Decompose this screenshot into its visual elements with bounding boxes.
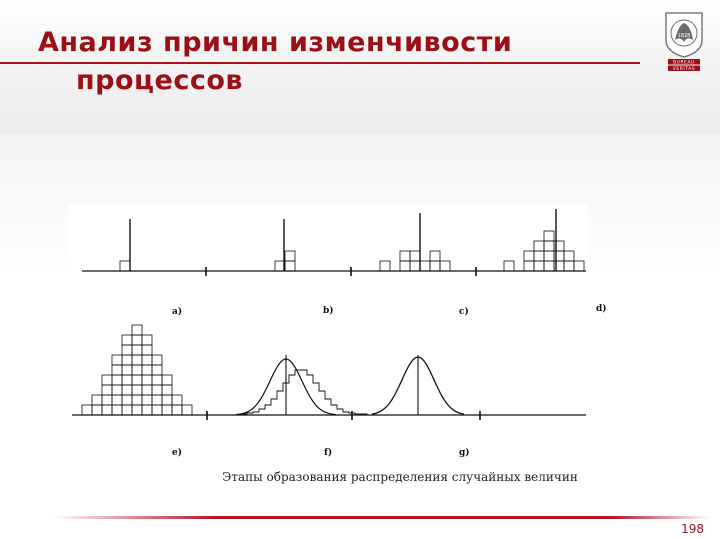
stage-e-cell — [132, 405, 142, 415]
stage-c-cell — [440, 261, 450, 271]
stage-e-cell — [102, 395, 112, 405]
stage-e-cell — [132, 375, 142, 385]
panel-label-g: g) — [459, 448, 470, 458]
stage-d-cell — [534, 251, 544, 261]
stage-e-cell — [102, 405, 112, 415]
stage-e-cell — [122, 335, 132, 345]
stage-e-cell — [142, 365, 152, 375]
panel-label-a: a) — [172, 307, 183, 317]
stage-e-cell — [142, 395, 152, 405]
stage-e-cell — [122, 385, 132, 395]
stage-e-cell — [142, 405, 152, 415]
stage-d-cell — [534, 261, 544, 271]
stage-e-cell — [122, 355, 132, 365]
stage-d-cell — [574, 261, 584, 271]
stage-d-cell — [534, 241, 544, 251]
stage-e-cell — [162, 375, 172, 385]
stage-d-cell — [544, 231, 554, 241]
stage-e-cell — [112, 375, 122, 385]
stage-c-cell — [380, 261, 390, 271]
slide-title-line-2: процессов — [76, 65, 244, 96]
stage-e-cell — [112, 385, 122, 395]
stage-e-cell — [182, 405, 192, 415]
stage-e-cell — [152, 405, 162, 415]
stage-d-cell — [564, 261, 574, 271]
stage-e-cell — [132, 385, 142, 395]
stage-e-cell — [132, 325, 142, 335]
stage-e-cell — [152, 355, 162, 365]
panel-label-d: d) — [596, 304, 607, 314]
stage-e-cell — [172, 405, 182, 415]
stage-e-cell — [112, 365, 122, 375]
stage-e-cell — [162, 385, 172, 395]
stage-d-cell — [524, 261, 534, 271]
stage-c-cell — [420, 261, 430, 271]
stage-e-cell — [122, 395, 132, 405]
stage-c-cell — [430, 251, 440, 261]
stage-b-cell — [285, 251, 295, 261]
stage-a-cell — [120, 261, 130, 271]
stage-d-cell — [504, 261, 514, 271]
stage-d-cell — [564, 251, 574, 261]
stage-d-cell — [544, 251, 554, 261]
stage-e-cell — [162, 395, 172, 405]
stage-e-cell — [152, 365, 162, 375]
stage-e-cell — [112, 405, 122, 415]
stage-e-cell — [122, 375, 132, 385]
panel-label-c: c) — [459, 307, 469, 317]
stage-d-cell — [544, 261, 554, 271]
stage-e-cell — [82, 405, 92, 415]
stage-e-cell — [92, 405, 102, 415]
stage-f-histogram — [241, 370, 367, 415]
stage-e-cell — [142, 375, 152, 385]
stage-e-cell — [142, 355, 152, 365]
stage-e-cell — [142, 385, 152, 395]
stage-e-cell — [132, 395, 142, 405]
stage-e-cell — [112, 355, 122, 365]
stage-d-cell — [524, 251, 534, 261]
stage-e-cell — [172, 395, 182, 405]
stage-e-cell — [112, 395, 122, 405]
stage-e-cell — [102, 385, 112, 395]
bureau-veritas-logo — [660, 10, 708, 72]
stage-e-cell — [122, 405, 132, 415]
stage-e-cell — [132, 355, 142, 365]
stage-e-cell — [122, 365, 132, 375]
stage-e-cell — [132, 335, 142, 345]
stage-c-cell — [400, 261, 410, 271]
logo-text-bureau: BUREAU — [673, 60, 695, 66]
stage-c-cell — [400, 251, 410, 261]
figure-caption: Этапы образования распределения случайных величин — [222, 470, 578, 484]
stage-e-cell — [122, 345, 132, 355]
panel-label-f: f) — [324, 448, 333, 458]
stage-c-cell — [410, 261, 420, 271]
stage-e-cell — [92, 395, 102, 405]
stage-e-cell — [162, 405, 172, 415]
stage-b-cell — [285, 261, 295, 271]
slide-title-line-1: Анализ причин изменчивости — [38, 27, 513, 58]
stage-c-cell — [430, 261, 440, 271]
stage-e-cell — [152, 375, 162, 385]
logo-text-veritas: VERITAS — [672, 66, 696, 72]
footer-line — [52, 516, 710, 519]
stage-e-cell — [142, 335, 152, 345]
stage-e-cell — [152, 385, 162, 395]
stage-c-cell — [410, 251, 420, 261]
svg-text:1828: 1828 — [677, 33, 691, 39]
stage-e-cell — [132, 345, 142, 355]
panel-label-e: e) — [172, 448, 182, 458]
page-number: 198 — [681, 522, 704, 536]
slide-title — [38, 24, 512, 100]
stage-e-cell — [142, 345, 152, 355]
panel-label-b: b) — [323, 306, 334, 316]
stage-d-cell — [544, 241, 554, 251]
stage-e-cell — [132, 365, 142, 375]
stage-e-cell — [152, 395, 162, 405]
stage-e-cell — [102, 375, 112, 385]
